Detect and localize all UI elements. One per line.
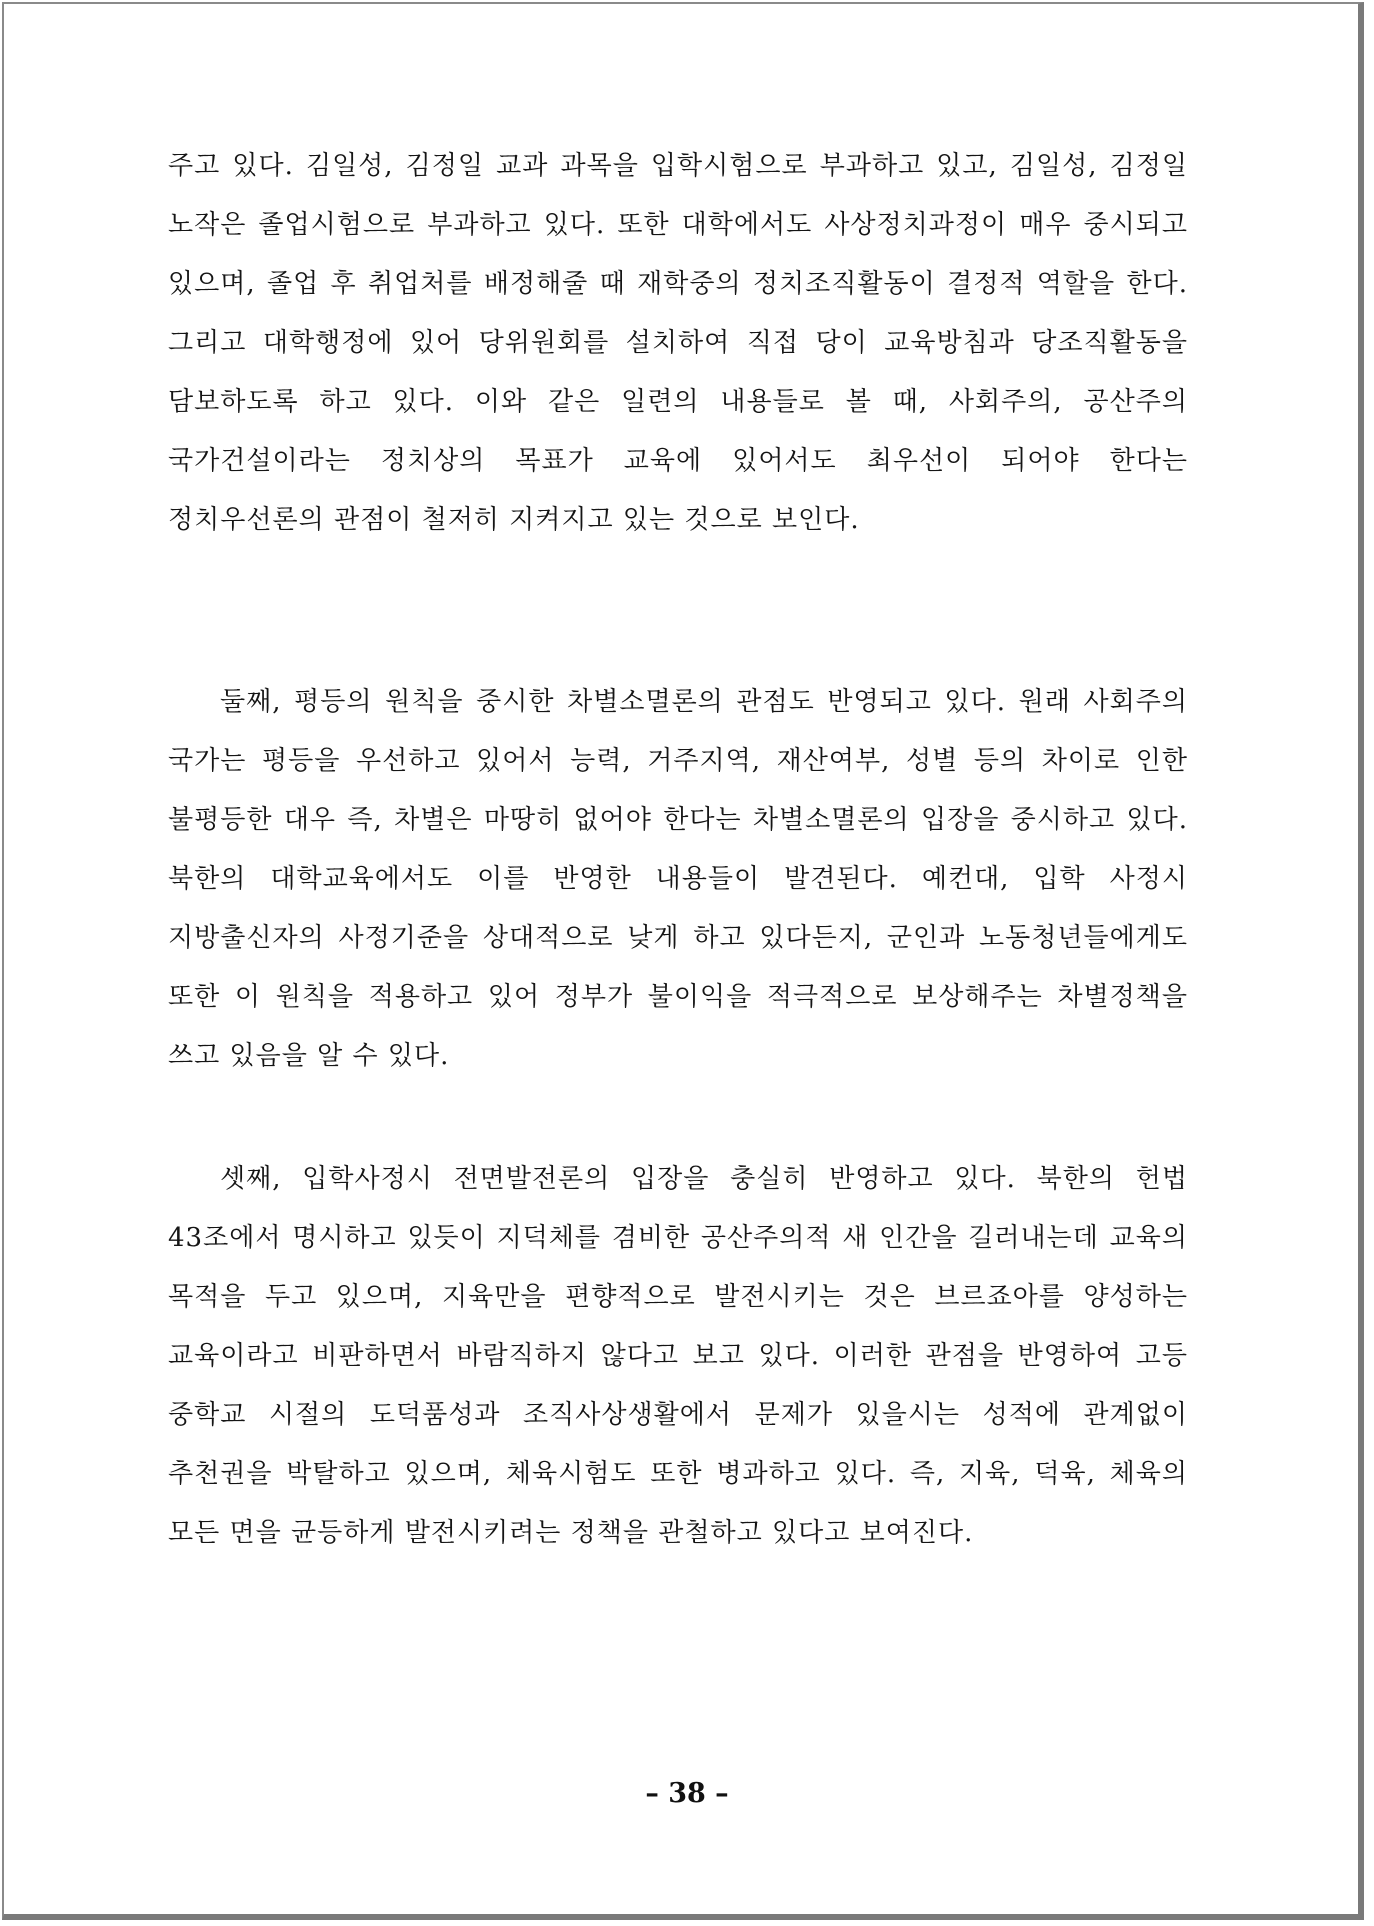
paragraph-1: 주고 있다. 김일성, 김정일 교과 과목을 입학시험으로 부과하고 있고, 김일성, 김정일 노작은 졸업시험으로 부과하고 있다. 또한 대학에서도 사상정치과정이 매우 중시되고 있으며, 졸업 후 취업처를 배정해줄 때 재학중의 정치조직활동이 결정적 역할을 한다. 그리고 대학행정에 있어 당위원회를 설치하여 직접 당이 교육방침과 당조직활동을 담보하도록 하고 있다. 이와 같은 일련의 내용들로 볼 때, 사회주의, 공산주의 국가건설이라는 정치상의 목표가 교육에 있어서도 최우선이 되어야 한다는 정치우선론의 관점이 철저히 지켜지고 있는 것으로 보인다.: [168, 151, 1188, 535]
page-number: – 38 –: [645, 1778, 729, 1809]
paragraph-3: 셋째, 입학사정시 전면발전론의 입장을 충실히 반영하고 있다. 북한의 헌법 43조에서 명시하고 있듯이 지덕체를 겸비한 공산주의적 새 인간을 길러내는데 교육의 목적을 두고 있으며, 지육만을 편향적으로 발전시키는 것은 브르죠아를 양성하는 교육이라고 비판하면서 바람직하지 않다고 보고 있다. 이러한 관점을 반영하여 고등 중학교 시절의 도덕품성과 조직사상생활에서 문제가 있을시는 성적에 관계없이 추천권을 박탈하고 있으며, 체육시험도 또한 병과하고 있다. 즉, 지육, 덕육, 체육의 모든 면을 균등하게 발전시키려는 정책을 관철하고 있다고 보여진다.: [168, 1164, 1188, 1548]
paragraph-2: 둘째, 평등의 원칙을 중시한 차별소멸론의 관점도 반영되고 있다. 원래 사회주의 국가는 평등을 우선하고 있어서 능력, 거주지역, 재산여부, 성별 등의 차이로 인한 불평등한 대우 즉, 차별은 마땅히 없어야 한다는 차별소멸론의 입장을 중시하고 있다. 북한의 대학교육에서도 이를 반영한 내용들이 발견된다. 예컨대, 입학 사정시 지방출신자의 사정기준을 상대적으로 낮게 하고 있다든지, 군인과 노동청년들에게도 또한 이 원칙을 적용하고 있어 정부가 불이익을 적극적으로 보상해주는 차별정책을 쓰고 있음을 알 수 있다.: [168, 687, 1188, 1071]
